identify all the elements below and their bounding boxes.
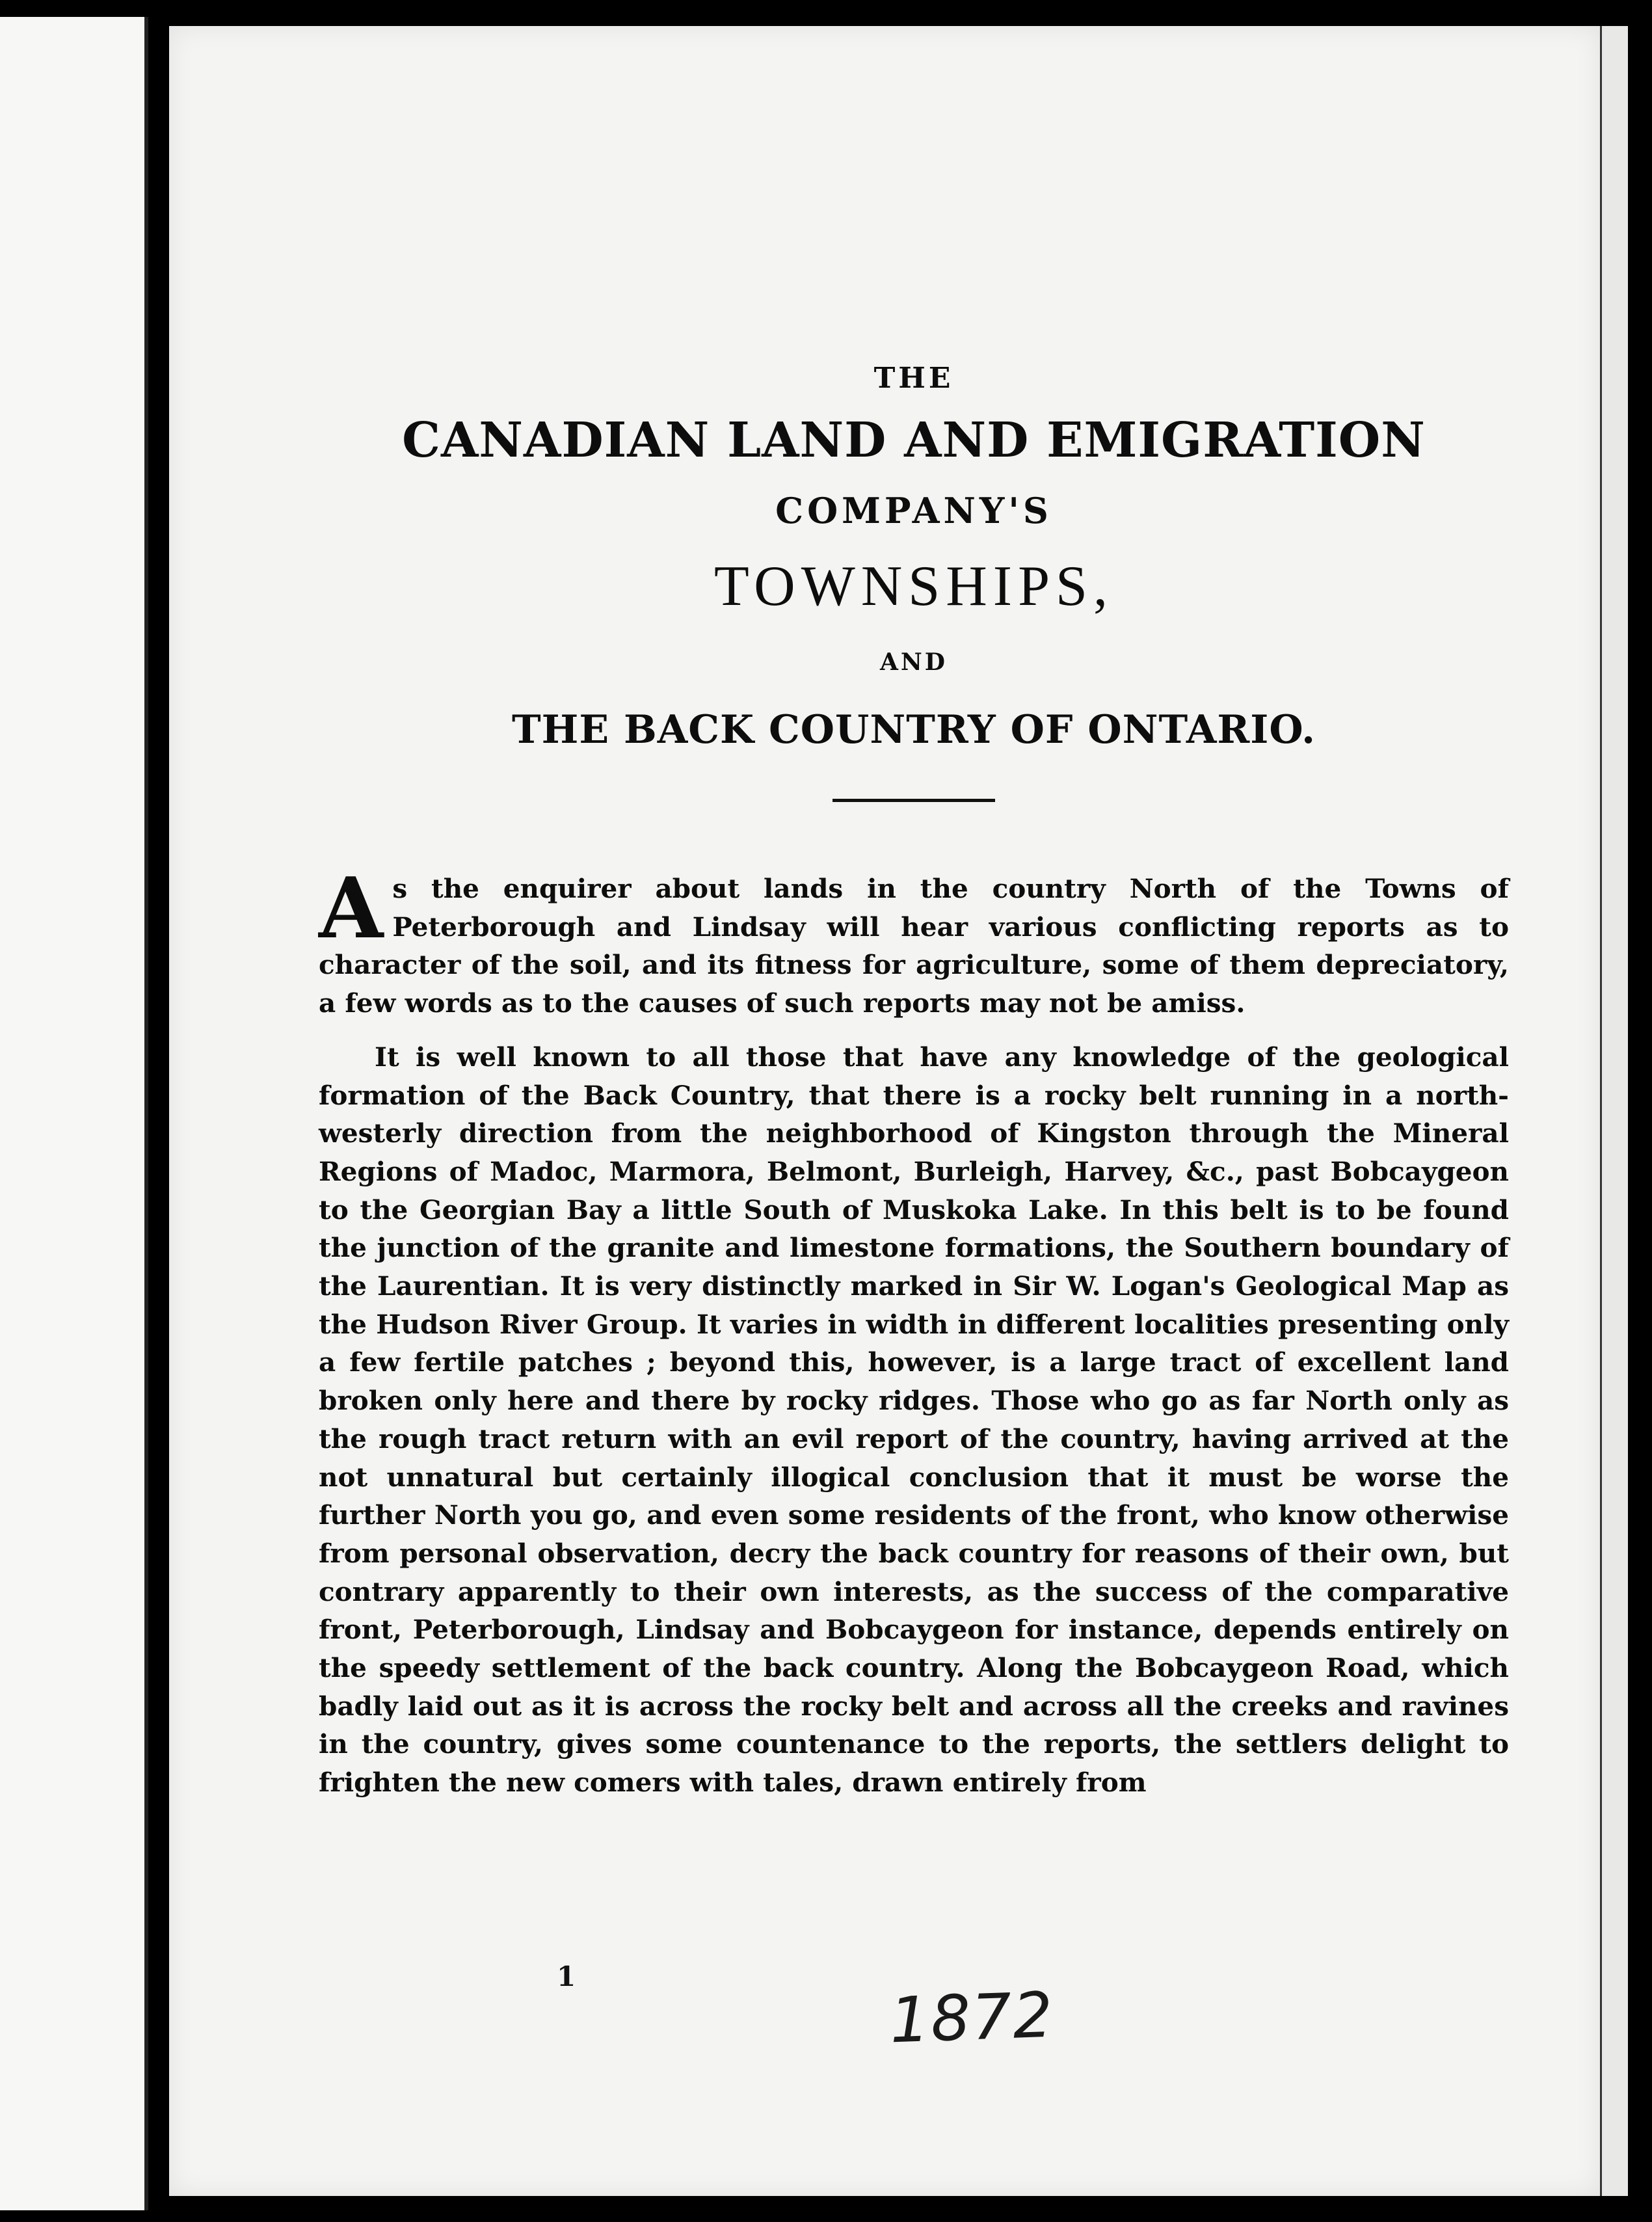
right-page-edge (1600, 26, 1628, 2196)
left-facing-page (0, 17, 148, 2210)
paragraph-1: As the enquirer about lands in the country North of the Towns of Peterborough and Lindsay will hear various conflicting reports as to character of the soil, and its fitness for agriculture, some of them depreciatory, a few words as to the causes of such reports may not be amiss. (319, 860, 1509, 1019)
page-number: 1 (557, 1961, 576, 1992)
title-the: THE (873, 362, 954, 395)
title-companys: COMPANY'S (775, 490, 1052, 531)
paragraph-2: It is well known to all those that have any knowledge of the geological formation of the Back Country, that there is a rocky belt running in a north-westerly direction from the neighborhood of Kingston through the Mineral Regions of Madoc, Marmora, Belmont, Burleigh, Harvey, &c., past Bobcaygeon to the Georgian Bay a little South of Muskoka Lake. In this belt is to be found the junction of the granite and limestone formations, the Southern boundary of the Laurentian. It is very distinctly marked in Sir W. Logan's Geological Map as the Hudson River Group. It varies in width in different localities presenting only a few fertile patches ; beyond this, however, is a large tract of excellent land broken only here and there by rocky ridges. Those who go as far North only as the rough tract return with an evil report of the country, having arrived at the not unnatural but certainly illogical conclusion that it must be worse the further North you go, and even some residents of the front, who know otherwise from personal observation, decry the back country for reasons of their own, but contrary apparently to their own interests, as the success of the comparative front, Peterborough, Lindsay and Bobcaygeon for instance, depends entirely on the speedy settlement of the back country. Along the Bobcaygeon Road, which badly laid out as it is across the rocky belt and across all the creeks and ravines in the country, gives some countenance to the reports, the settlers delight to frighten the new comers with tales, drawn entirely from (319, 1041, 1509, 1799)
title-townships: TOWNSHIPS, (713, 555, 1113, 618)
title-company-name: CANADIAN LAND AND EMIGRATION (402, 412, 1426, 468)
handwritten-year: 1872 (888, 1978, 1056, 2057)
title-and: AND (879, 649, 948, 676)
body-text (319, 860, 1509, 1802)
page-content (319, 364, 1509, 1802)
document-page (169, 26, 1600, 2196)
title-back-country: THE BACK COUNTRY OF ONTARIO. (512, 707, 1316, 753)
title-divider (833, 799, 995, 802)
